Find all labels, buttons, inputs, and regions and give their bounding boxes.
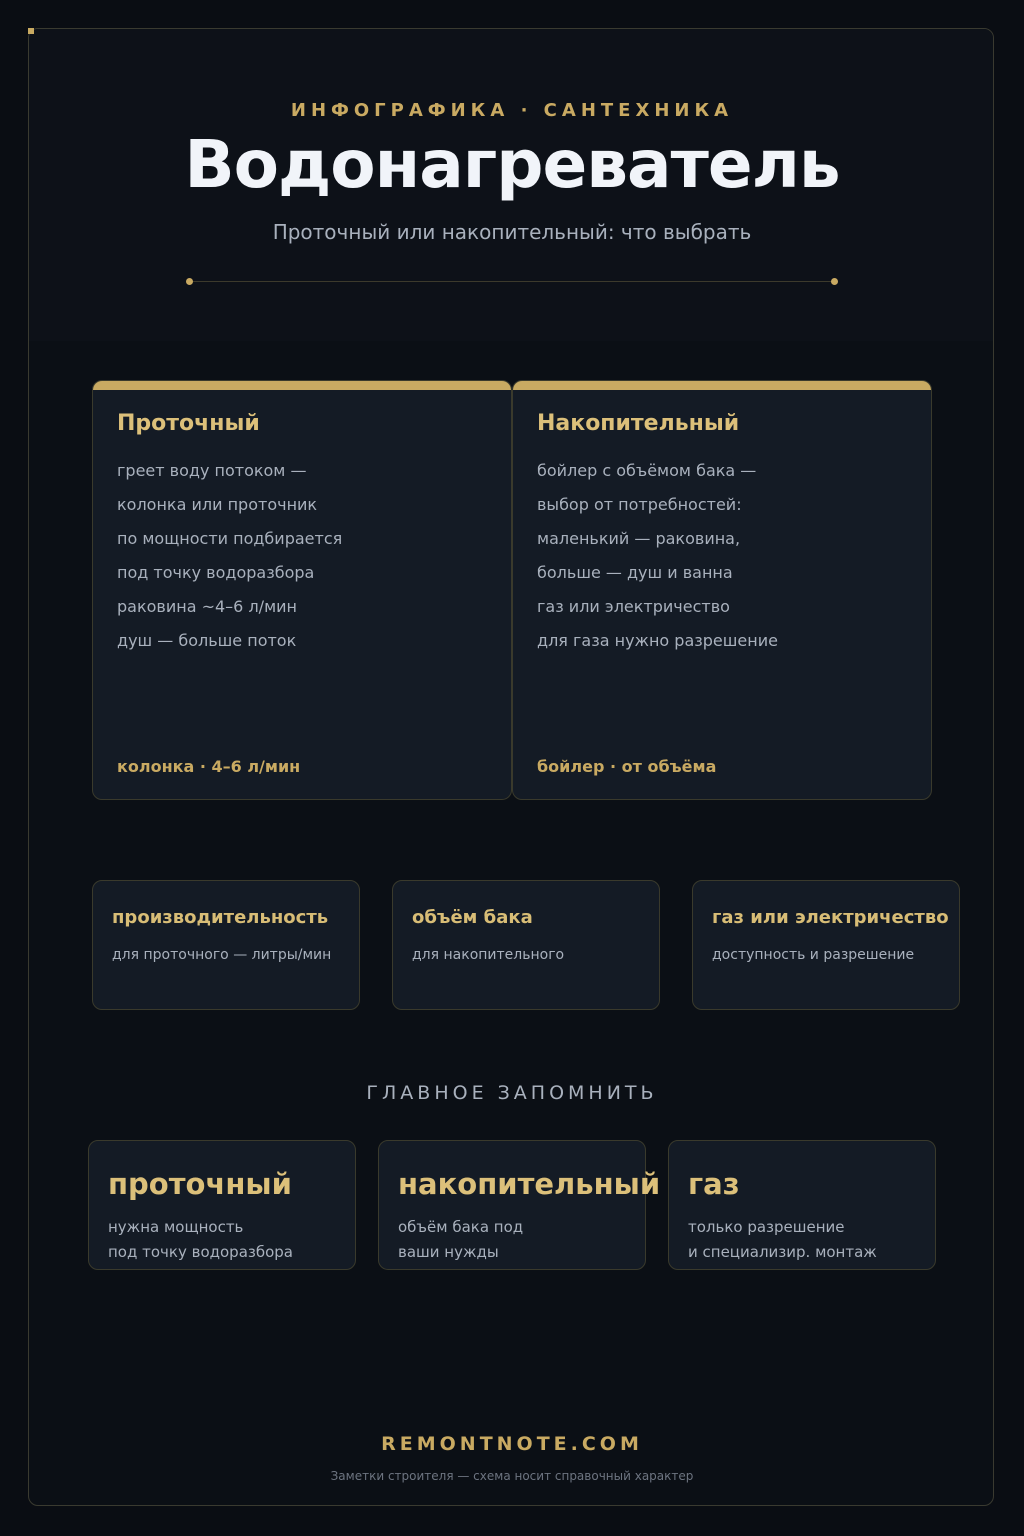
list-item: по мощности подбирается <box>117 529 343 548</box>
factor-card-text: для накопительного <box>412 947 565 963</box>
type-card-footer: бойлер · от объёма <box>537 757 717 776</box>
divider-dot-left <box>186 278 193 285</box>
factor-card-performance <box>92 880 360 1010</box>
factor-card-energy <box>692 880 960 1010</box>
list-item: бойлер с объёмом бака — <box>537 461 757 480</box>
type-card-footer: колонка · 4–6 л/мин <box>117 757 301 776</box>
factor-card-text: доступность и разрешение <box>712 947 915 963</box>
header-divider <box>190 281 834 282</box>
remember-card-line: нужна мощность <box>108 1218 244 1236</box>
remember-card-title: газ <box>688 1167 740 1201</box>
divider-dot-right <box>831 278 838 285</box>
factor-card-tank-volume <box>392 880 660 1010</box>
factor-card-title: производительность <box>112 907 329 928</box>
remember-card-line: ваши нужды <box>398 1243 499 1261</box>
remember-section-title: ГЛАВНОЕ ЗАПОМНИТЬ <box>366 1082 658 1104</box>
factor-card-title: газ или электричество <box>712 907 949 928</box>
list-item: выбор от потребностей: <box>537 495 742 514</box>
list-item: колонка или проточник <box>117 495 318 514</box>
remember-card-title: накопительный <box>398 1167 661 1201</box>
page-subtitle: Проточный или накопительный: что выбрать <box>272 220 752 244</box>
list-item: греет воду потоком — <box>117 461 307 480</box>
remember-card-line: объём бака под <box>398 1218 524 1236</box>
eyebrow-label: ИНФОГРАФИКА · САНТЕХНИКА <box>290 100 734 121</box>
remember-card-gas <box>668 1140 936 1270</box>
type-card-list <box>117 459 342 663</box>
list-item: газ или электричество <box>537 597 730 616</box>
type-card-title: Проточный <box>117 411 260 436</box>
remember-card-title: проточный <box>108 1167 292 1201</box>
brand-link[interactable]: REMONTNOTE.COM <box>381 1433 643 1455</box>
list-item: под точку водоразбора <box>117 563 315 582</box>
remember-card-line: и специализир. монтаж <box>688 1243 877 1261</box>
factor-card-text: для проточного — литры/мин <box>112 947 332 963</box>
card-accent-bar <box>513 381 931 390</box>
corner-accent <box>28 28 34 34</box>
list-item: маленький — раковина, <box>537 529 741 548</box>
type-card-list <box>537 459 778 663</box>
footer-note: Заметки строителя — схема носит справочный характер <box>330 1469 694 1483</box>
factor-card-title: объём бака <box>412 907 533 928</box>
list-item: душ — больше поток <box>117 631 297 650</box>
type-card-title: Накопительный <box>537 411 740 436</box>
list-item: раковина ~4–6 л/мин <box>117 597 297 616</box>
type-card-storage <box>512 380 932 800</box>
list-item: для газа нужно разрешение <box>537 631 778 650</box>
type-card-flow <box>92 380 512 800</box>
page-title: Водонагреватель <box>184 126 840 203</box>
remember-card-line: только разрешение <box>688 1218 845 1236</box>
remember-card-storage <box>378 1140 661 1270</box>
remember-card-flow <box>88 1140 356 1270</box>
card-accent-bar <box>93 381 511 390</box>
remember-card-line: под точку водоразбора <box>108 1243 294 1261</box>
list-item: больше — душ и ванна <box>537 563 733 582</box>
